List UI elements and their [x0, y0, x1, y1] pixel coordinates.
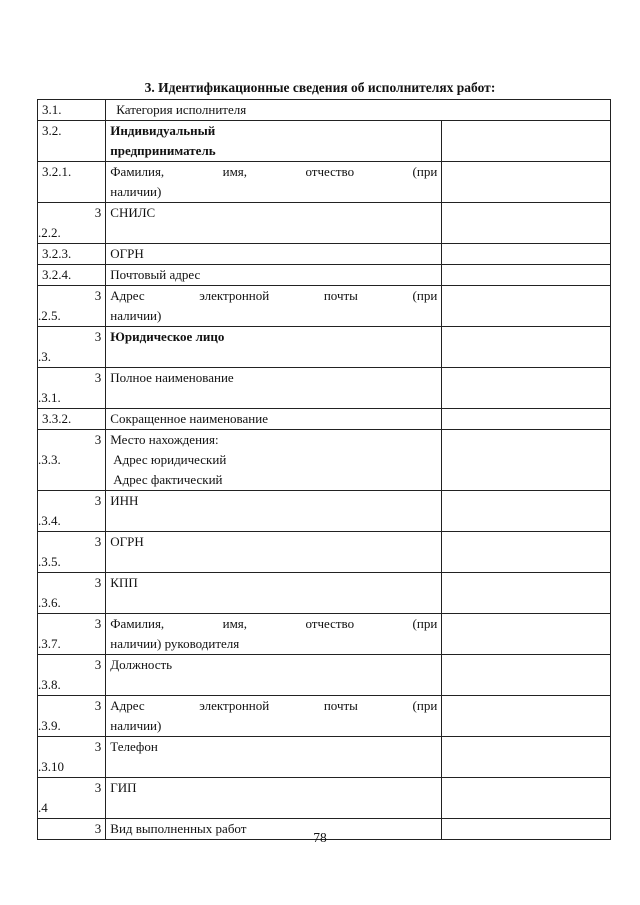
table-row: [38, 368, 611, 409]
row-number: 3 .4: [38, 778, 106, 819]
table-row: [38, 696, 611, 737]
row-value[interactable]: [442, 532, 611, 573]
row-value[interactable]: [442, 430, 611, 491]
table-row: [38, 244, 611, 265]
row-label: Юридическое лицо: [106, 327, 442, 368]
row-label: Место нахождения: Адрес юридический Адрес фактический: [106, 430, 442, 491]
row-value[interactable]: [442, 696, 611, 737]
table-row: [38, 265, 611, 286]
row-label: Должность: [106, 655, 442, 696]
row-value[interactable]: [442, 491, 611, 532]
row-label: ОГРН: [106, 532, 442, 573]
row-label: Фамилия, имя, отчество (при наличии) руководителя: [106, 614, 442, 655]
row-label: Категория исполнителя: [106, 100, 611, 121]
row-number: 3 .3.9.: [38, 696, 106, 737]
table-row: [38, 286, 611, 327]
section-title: 3. Идентификационные сведения об исполнителях работ:: [144, 80, 496, 95]
page-number: 78: [313, 830, 327, 845]
row-value[interactable]: [442, 203, 611, 244]
table-row: [38, 573, 611, 614]
row-number: 3: [38, 819, 106, 840]
row-number: 3.2.1.: [38, 162, 106, 203]
table-row: [38, 737, 611, 778]
row-number: 3.2.4.: [38, 265, 106, 286]
row-number: 3 .3.10: [38, 737, 106, 778]
row-label: КПП: [106, 573, 442, 614]
row-number: 3.2.: [38, 121, 106, 162]
table-row: [38, 121, 611, 162]
table-row: [38, 655, 611, 696]
row-number: 3.1.: [38, 100, 106, 121]
row-number: 3 .3.8.: [38, 655, 106, 696]
row-number: 3 .3.5.: [38, 532, 106, 573]
row-value[interactable]: [442, 573, 611, 614]
table-row: [38, 532, 611, 573]
table-row: [38, 162, 611, 203]
row-value[interactable]: [442, 244, 611, 265]
row-label: Фамилия, имя, отчество (при наличии): [106, 162, 442, 203]
row-number: 3 .3.: [38, 327, 106, 368]
table-row: [38, 327, 611, 368]
row-label: Почтовый адрес: [106, 265, 442, 286]
row-value[interactable]: [442, 737, 611, 778]
row-number: 3.2.3.: [38, 244, 106, 265]
row-value[interactable]: [442, 778, 611, 819]
row-value[interactable]: [442, 162, 611, 203]
row-label: Вид выполненных работ: [106, 819, 442, 840]
row-value[interactable]: [442, 121, 611, 162]
row-label: Телефон: [106, 737, 442, 778]
row-number: 3 .3.6.: [38, 573, 106, 614]
row-label: Полное наименование: [106, 368, 442, 409]
row-label: Индивидуальный предприниматель: [106, 121, 442, 162]
row-value[interactable]: [442, 368, 611, 409]
row-label: ГИП: [106, 778, 442, 819]
row-number: 3.3.2.: [38, 409, 106, 430]
table-row: [38, 491, 611, 532]
row-number: 3 .3.1.: [38, 368, 106, 409]
row-label: Адрес электронной почты (при наличии): [106, 286, 442, 327]
row-number: 3 .3.7.: [38, 614, 106, 655]
table-row: [38, 614, 611, 655]
row-label: ИНН: [106, 491, 442, 532]
row-label: ОГРН: [106, 244, 442, 265]
row-number: 3 .2.2.: [38, 203, 106, 244]
table-row: [38, 430, 611, 491]
table-row: [38, 100, 611, 121]
executors-table: [37, 99, 611, 840]
row-label: Сокращенное наименование: [106, 409, 442, 430]
row-value[interactable]: [442, 327, 611, 368]
row-label: Адрес электронной почты (при наличии): [106, 696, 442, 737]
row-value[interactable]: [442, 286, 611, 327]
row-value[interactable]: [442, 655, 611, 696]
row-number: 3 .3.3.: [38, 430, 106, 491]
row-value[interactable]: [442, 409, 611, 430]
row-number: 3 .3.4.: [38, 491, 106, 532]
row-value[interactable]: [442, 265, 611, 286]
row-number: 3 .2.5.: [38, 286, 106, 327]
table-row: [38, 409, 611, 430]
table-row: [38, 778, 611, 819]
table-row: [38, 203, 611, 244]
row-value[interactable]: [442, 614, 611, 655]
row-label: СНИЛС: [106, 203, 442, 244]
